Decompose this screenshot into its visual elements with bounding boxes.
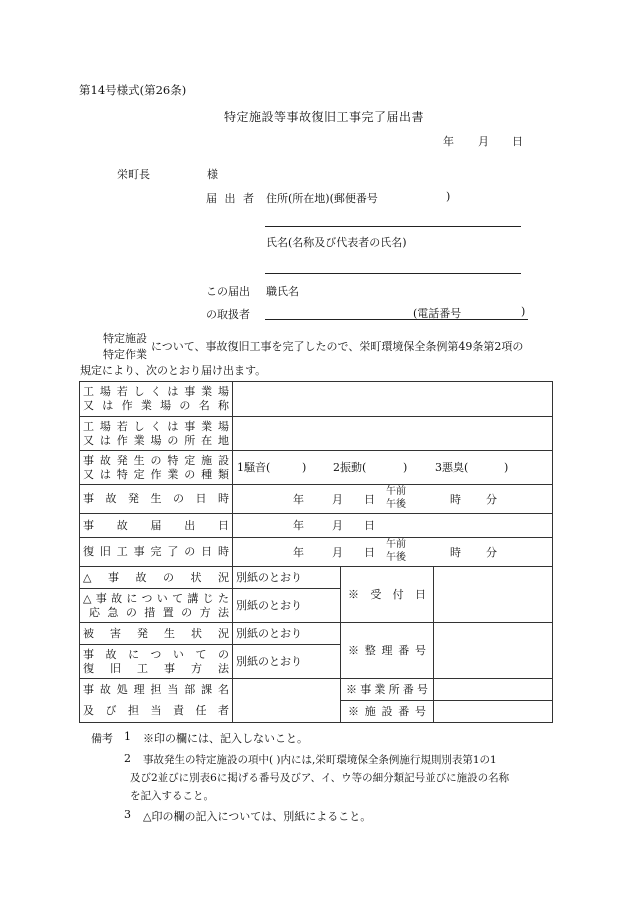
notification-table (79, 381, 553, 723)
form-number: 第14号様式(第26条) (79, 83, 187, 97)
factory-location-field[interactable] (233, 417, 553, 451)
occurrence-datetime-field[interactable]: 年 月 日 午前 午後 時 分 (233, 485, 553, 514)
row-label-completion: 復旧工事完了の日時 (80, 538, 233, 567)
table-row (80, 514, 553, 538)
date-month: 月 (478, 135, 489, 148)
address-close: ) (446, 190, 451, 203)
row-label-facility-type: 事故発生の特定施設 又は特定作業の種類 (80, 451, 233, 485)
office-number-field (434, 679, 553, 701)
date-day: 日 (512, 135, 523, 148)
notes-label: 備考 (91, 732, 113, 745)
option-noise: 1騒音( (237, 461, 271, 474)
applicant-label: 届 出 者 (206, 192, 256, 205)
completion-datetime-field[interactable]: 年 月 日 午前 午後 時 分 (233, 538, 553, 567)
addressee: 栄町長 (117, 168, 150, 181)
damage-field[interactable]: 別紙のとおり (233, 623, 341, 645)
intro-option-1: 特定施設 (103, 332, 147, 345)
notified-date-field[interactable]: 年 月 日 (233, 514, 553, 538)
note-3-number: 3 (124, 808, 131, 821)
intro-option-2: 特定作業 (103, 348, 147, 361)
phone-close: ) (521, 305, 526, 318)
row-label-situation: △事故の状況 (80, 567, 233, 589)
address-line (265, 226, 521, 227)
page-title: 特定施設等事故復旧工事完了届出書 (224, 110, 425, 124)
serial-number-field (434, 623, 553, 679)
row-label-restore-method: 事故についての 復旧工事方法 (80, 645, 233, 679)
note-1-number: 1 (124, 730, 131, 743)
table-row (80, 567, 553, 589)
emergency-field[interactable]: 別紙のとおり (233, 589, 341, 623)
note-3: △印の欄の記入については、別紙によること。 (143, 810, 372, 823)
handler-line (265, 319, 528, 320)
facility-number-label: ※施設番号 (341, 701, 434, 723)
table-row (80, 382, 553, 417)
row-label-factory-name: 工場若しくは事業場 又は作業場の名称 (80, 382, 233, 417)
situation-field[interactable]: 別紙のとおり (233, 567, 341, 589)
honorific: 様 (207, 168, 218, 181)
table-row (80, 485, 553, 514)
option-odor: 3悪臭( (435, 461, 469, 474)
note-2-number: 2 (124, 752, 131, 765)
serial-number-label: ※整理番号 (341, 623, 434, 679)
handler-label-1: この届出 (206, 285, 250, 298)
intro-line-2: 規定により、次のとおり届け出ます。 (80, 364, 267, 377)
factory-name-field[interactable] (233, 382, 553, 417)
table-row (80, 538, 553, 567)
row-label-factory-location: 工場若しくは事業場 又は作業場の所在地 (80, 417, 233, 451)
facility-number-field (434, 701, 553, 723)
row-label-dept: 事故処理担当部課名 (80, 679, 233, 701)
facility-type-field[interactable]: 1騒音( ) 2振動( ) 3悪臭( ) (233, 451, 553, 485)
office-number-label: ※事業所番号 (341, 679, 434, 701)
received-date-field (434, 567, 553, 623)
note-1: ※印の欄には、記入しないこと。 (143, 732, 308, 745)
table-row (80, 451, 553, 485)
handler-name-label: 職氏名 (266, 285, 299, 298)
dept-person-field[interactable] (233, 679, 341, 723)
intro-line-1: について、事故復旧工事を完了したので、栄町環境保全条例第49条第2項の (151, 340, 524, 353)
row-label-person: 及び担当責任者 (80, 701, 233, 723)
option-vibration: 2振動( (333, 461, 367, 474)
name-label: 氏名(名称及び代表者の氏名) (266, 236, 407, 249)
date-year: 年 (443, 135, 454, 148)
handler-label-2: の取扱者 (206, 308, 250, 321)
phone-label: (電話番号 (413, 307, 462, 320)
table-row (80, 623, 553, 645)
row-label-emergency: △事故について講じた 応急の措置の方法 (80, 589, 233, 623)
restore-method-field[interactable]: 別紙のとおり (233, 645, 341, 679)
table-row (80, 679, 553, 701)
row-label-damage: 被害発生状況 (80, 623, 233, 645)
received-date-label: ※受付日 (341, 567, 434, 623)
note-2-line-3: を記入すること。 (130, 790, 214, 802)
row-label-occurrence: 事故発生の日時 (80, 485, 233, 514)
note-2-line-2: 及び2並びに別表6に掲げる番号及びア、イ、ウ等の細分類記号並びに施設の名称 (130, 772, 510, 784)
row-label-notified: 事故届出日 (80, 514, 233, 538)
note-2-line-1: 事故発生の特定施設の項中( )内には,栄町環境保全条例施行規則別表第1の1 (143, 754, 497, 766)
address-label: 住所(所在地)(郵便番号 (266, 192, 378, 205)
table-row (80, 417, 553, 451)
name-line (265, 273, 521, 274)
